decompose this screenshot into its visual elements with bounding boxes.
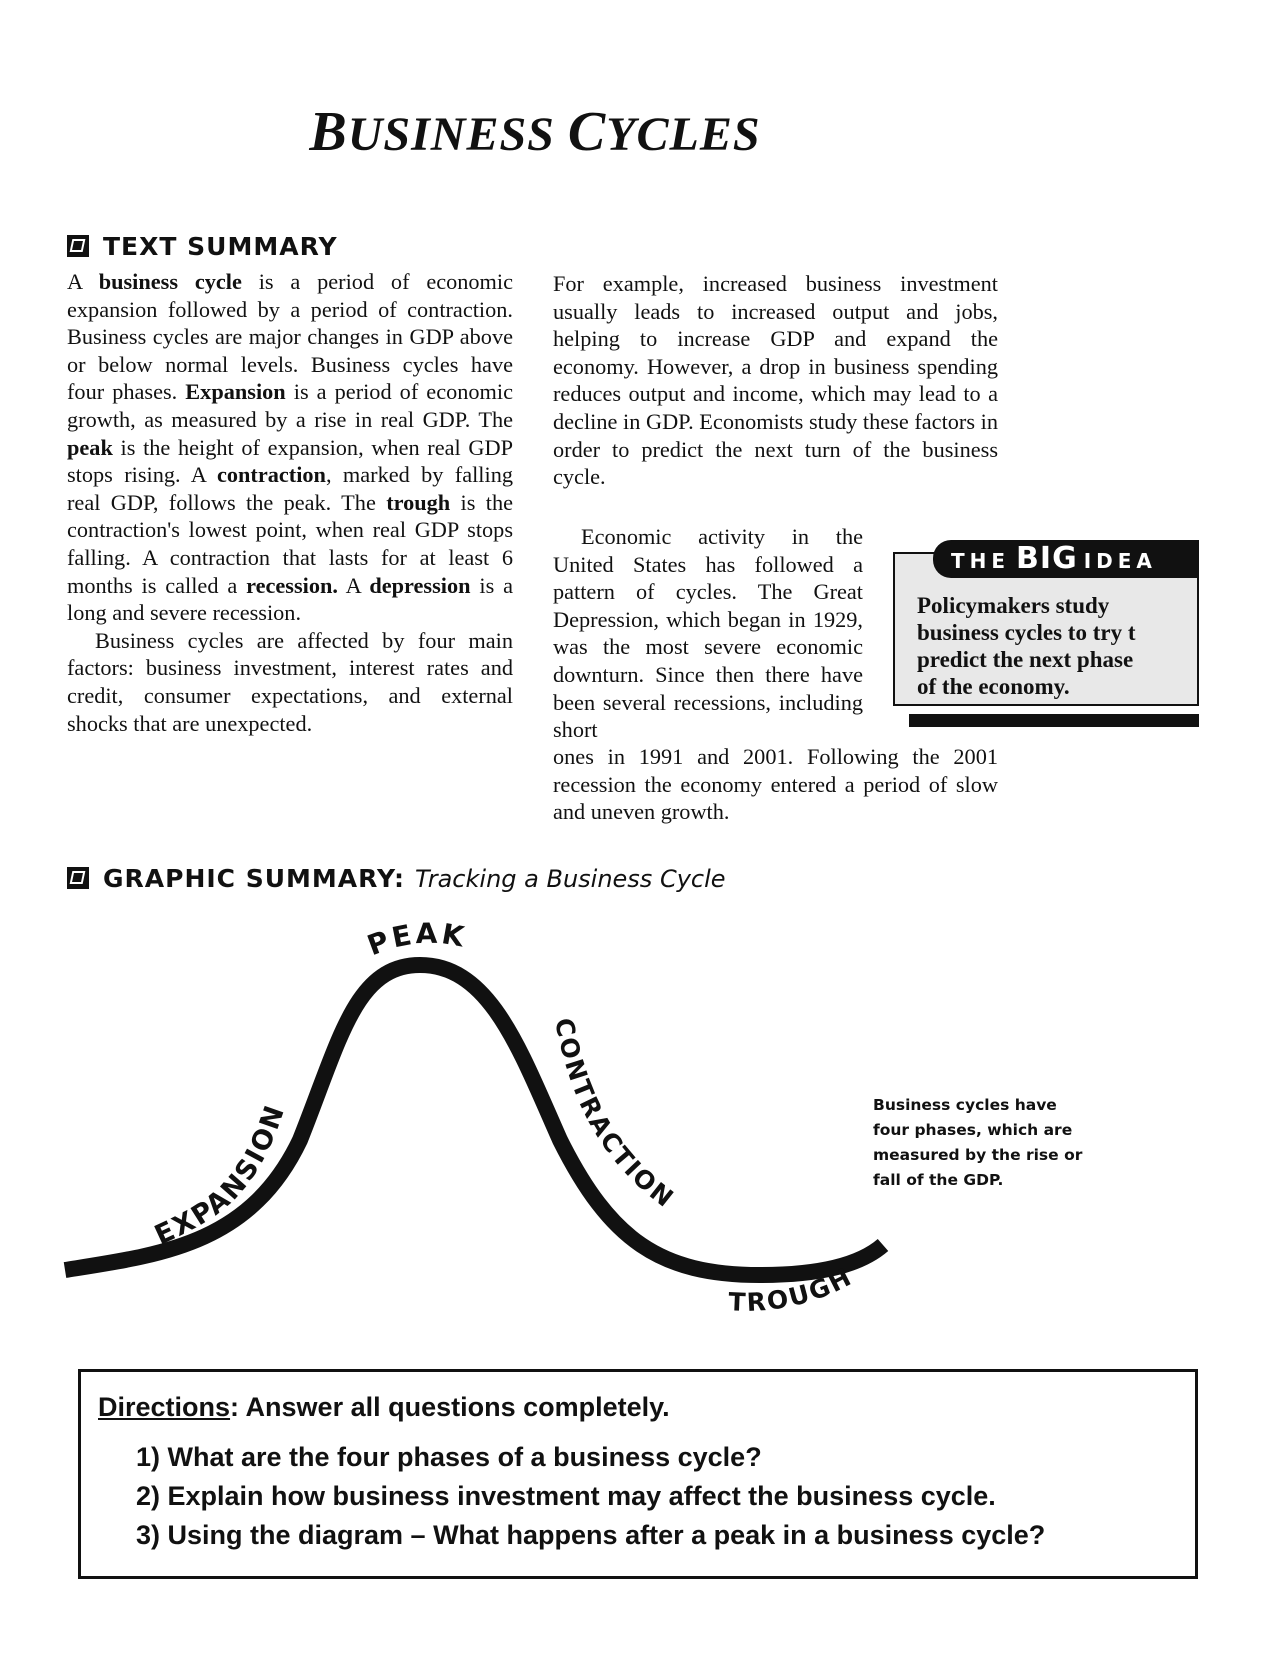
title-word-business: USINESS [347, 108, 568, 161]
directions-text: : Answer all questions completely. [230, 1392, 670, 1422]
summary-text: , marked by falling real GDP, follows the peak. The [67, 462, 513, 515]
graphic-summary-subtitle: Tracking a Business Cycle [414, 865, 726, 893]
diagram-caption: Business cycles have four phases, which are measured by the rise or fall of the GDP. [873, 1096, 1083, 1189]
big-idea-callout [893, 540, 1199, 727]
question-3: 3) Using the diagram – What happens after a peak in a business cycle? [136, 1520, 1046, 1550]
question-2: 2) Explain how business investment may affect the business cycle. [136, 1481, 996, 1511]
summary-text: is the height of expansion, when real GDP stops rising. A [67, 434, 513, 488]
graphic-summary-label: GRAPHIC SUMMARY: [103, 864, 405, 893]
summary-text: is a period of economic expansion followed by a period of contraction. Business cycles are major changes in GDP above or below normal levels. Business cycles have four phases. [67, 269, 513, 405]
summary-paragraph-us-history: Economic activity in the United States has followed a pattern of cycles. The Great Depression, which began in 1929, was the most severe economic downturn. Since then there have been several recessions, including short [553, 524, 863, 743]
checkbox-icon [67, 867, 89, 889]
phase-label-contraction: CONTRACTION [549, 1015, 681, 1214]
phase-label-trough: TROUGH [727, 1261, 858, 1318]
key-term: recession. [246, 572, 338, 598]
question-1: 1) What are the four phases of a business cycle? [136, 1442, 762, 1472]
text-summary-heading [67, 232, 338, 261]
key-term: contraction [216, 462, 326, 488]
key-term: peak [67, 434, 113, 460]
phase-label-expansion: EXPANSION [150, 1100, 292, 1252]
title-initial-c: C [567, 101, 607, 163]
summary-text: A [337, 572, 370, 598]
summary-text: is the contraction's lowest point, when real GDP stops falling. A contraction that lasts for at least 6 months is called a [67, 489, 513, 598]
graphic-summary-heading [67, 864, 726, 893]
directions-line [98, 1392, 670, 1423]
checkbox-icon [67, 235, 89, 257]
big-idea-underbar [909, 714, 1199, 727]
key-term: trough [386, 489, 451, 515]
text-summary-label: TEXT SUMMARY [103, 232, 338, 261]
phase-label-peak: PEAK [362, 916, 470, 963]
summary-text: A [67, 269, 99, 294]
summary-text: is a period of economic growth, as measured by a rise in real GDP. The [67, 379, 513, 432]
summary-paragraph-definitions [67, 268, 513, 627]
key-term: depression [369, 572, 471, 598]
summary-paragraph-us-history-end: ones in 1991 and 2001. Following the 2001 recession the economy entered a period of slow and uneven growth. [553, 744, 998, 825]
big-idea-tab: THE BIG IDEA [933, 540, 1199, 578]
summary-paragraph-investment: For example, increased business investment usually leads to increased output and jobs, helping to increase GDP and expand the economy. However, a drop in business spending reduces output and income, which may lead to a decline in GDP. Economists study these factors in order to predict the next turn of the business cycle. [553, 271, 998, 490]
title-word-cycles: YCLES [606, 108, 761, 161]
text-summary-right-column [553, 270, 998, 491]
question-list [136, 1438, 1045, 1555]
summary-paragraph-factors: Business cycles are affected by four main factors: business investment, interest rates and credit, consumer expectations, and external shocks that are unexpected. [67, 627, 513, 736]
directions-box [78, 1369, 1198, 1579]
big-idea-text: Policymakers study business cycles to try t predict the next phase of the economy. [917, 593, 1136, 699]
key-term: Expansion [185, 379, 286, 405]
page-title [0, 100, 1070, 164]
text-summary-left-column [67, 268, 513, 737]
title-initial-b: B [309, 101, 348, 163]
directions-label: Directions [98, 1392, 231, 1422]
summary-text: is a long and severe recession. [67, 572, 514, 626]
key-term: business cycle [98, 269, 242, 294]
